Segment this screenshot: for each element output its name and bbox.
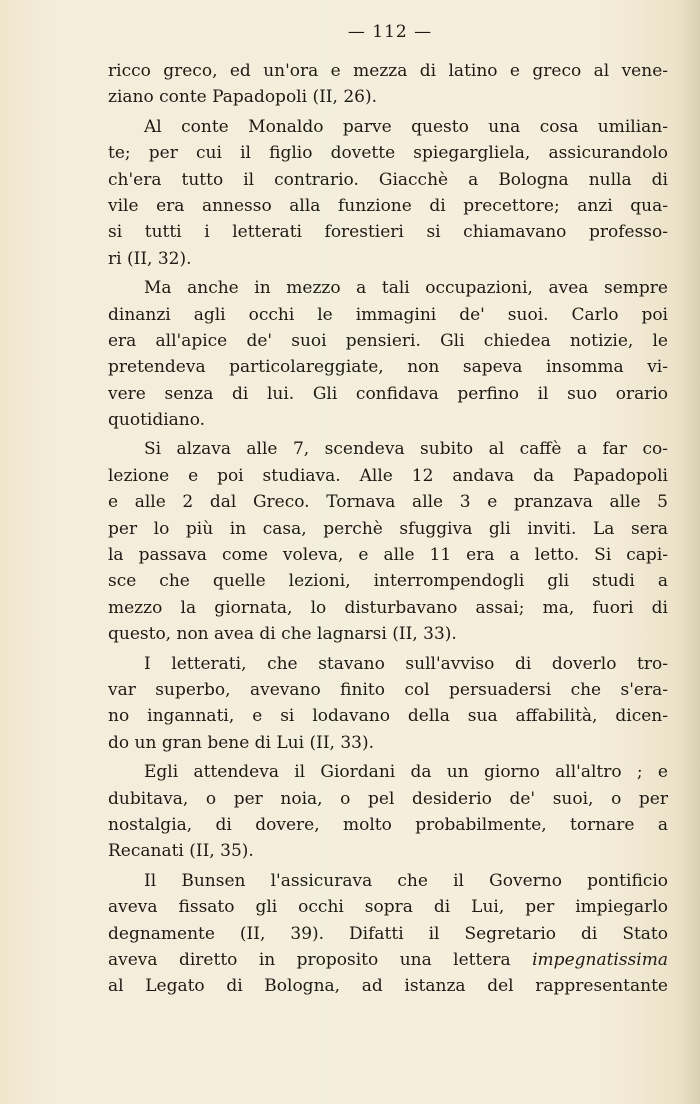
text-line: I letterati, che stavano sull'avviso di doverlo tro- xyxy=(144,653,668,674)
text-line: aveva fissato gli occhi sopra di Lui, per impiegarlo xyxy=(108,897,668,918)
text-line: Al conte Monaldo parve questo una cosa umilian- xyxy=(144,116,668,137)
text-line: lezione e poi studiava. Alle 12 andava da Papadopoli xyxy=(108,465,668,486)
text-line: do un gran bene di Lui (II, 33). xyxy=(108,732,375,753)
text-line: ch'era tutto il contrario. Giacchè a Bologna nulla di xyxy=(108,169,668,190)
text-line: dinanzi agli occhi le immagini de' suoi. Carlo poi xyxy=(108,304,668,325)
text-line: ri (II, 32). xyxy=(108,248,192,269)
text-line: questo, non avea di che lagnarsi (II, 33). xyxy=(108,624,457,645)
text-line: pretendeva particolareggiate, non sapeva insomma vi- xyxy=(108,357,668,378)
text-line: Il Bunsen l'assicurava che il Governo pontificio xyxy=(144,870,668,891)
text-line: e alle 2 dal Greco. Tornava alle 3 e pranzava alle 5 xyxy=(108,492,668,513)
text-line: ricco greco, ed un'ora e mezza di latino e greco al vene- xyxy=(108,61,668,81)
text-line: Ma anche in mezzo a tali occupazioni, avea sempre xyxy=(144,278,668,299)
text-line: si tutti i letterati forestieri si chiamavano professo- xyxy=(108,222,668,243)
text-line: nostalgia, di dovere, molto probabilmente, tornare a xyxy=(108,814,668,835)
text-line-with-italic xyxy=(108,947,668,973)
text-line: var superbo, avevano finito col persuadersi che s'era- xyxy=(108,679,668,700)
text-line: vile era annesso alla funzione di precettore; anzi qua- xyxy=(108,195,668,216)
text-line: per lo più in casa, perchè sfuggiva gli inviti. La sera xyxy=(108,518,668,539)
text-line: Egli attendeva il Giordani da un giorno all'altro ; e xyxy=(144,762,668,783)
text-line: quotidiano. xyxy=(108,410,206,431)
text-line: mezzo la giornata, lo disturbavano assai; ma, fuori di xyxy=(108,597,668,618)
line-text: aveva diretto in proposito una lettera xyxy=(108,949,511,970)
text-line: al Legato di Bologna, ad istanza del rappresentante xyxy=(108,976,668,997)
text-line: sce che quelle lezioni, interrompendogli gli studi a xyxy=(108,571,668,592)
text-line: degnamente (II, 39). Difatti il Segretario di Stato xyxy=(108,923,668,944)
body-text xyxy=(108,58,668,1000)
text-line: era all'apice de' suoi pensieri. Gli chiedea notizie, le xyxy=(108,330,668,351)
italic-word: impegnatissima xyxy=(532,949,668,970)
text-line: Si alzava alle 7, scendeva subito al caffè a far co- xyxy=(144,439,668,460)
text-line: la passava come voleva, e alle 11 era a letto. Si capi- xyxy=(108,545,668,566)
text-line: dubitava, o per noia, o pel desiderio de' suoi, o per xyxy=(108,788,668,809)
text-line: te; per cui il figlio dovette spiegargliela, assicurandolo xyxy=(108,143,668,164)
text-line: Recanati (II, 35). xyxy=(108,841,254,862)
text-line: no ingannati, e si lodavano della sua affabilità, dicen- xyxy=(108,706,668,727)
text-line: ziano conte Papadopoli (II, 26). xyxy=(108,87,377,108)
page-number: — 112 — xyxy=(347,22,433,42)
text-line: vere senza di lui. Gli confidava perfino il suo orario xyxy=(108,383,668,404)
